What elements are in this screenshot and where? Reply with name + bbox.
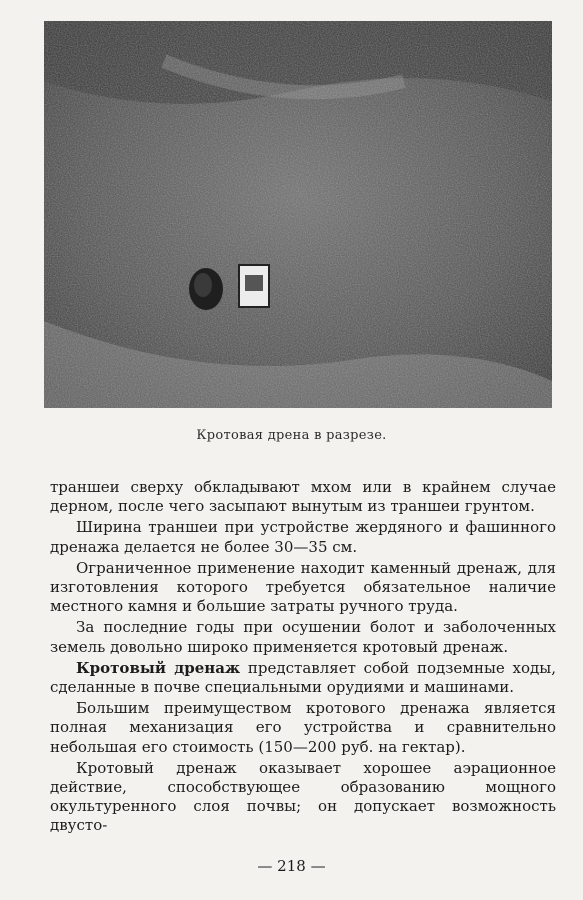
paragraph-mole-drain (50, 659, 556, 697)
photo-mole-drain-section (44, 21, 552, 408)
paragraph: Ограниченное применение находит каменный дренаж, для изготовления которого требуется обязательное наличие местного камня и большие затраты ручного труда. (50, 558, 556, 616)
paragraph: Большим преимуществом кротового дренажа является полная механизация его устройства и сравнительно небольшая его стоимость (150—200 руб. на гектар). (50, 699, 556, 756)
page-number: — 218 — (257, 857, 326, 875)
photo-caption: Кротовая дрена в разрезе. (196, 428, 387, 443)
photo-image (44, 21, 552, 408)
paragraph: За последние годы при осушении болот и заболоченных земель довольно широко применяется кротовый дренаж. (50, 618, 556, 656)
paragraph: траншеи сверху обкладывают мхом или в крайнем случае дерном, после чего засыпают вынутым из траншеи грунтом. (50, 478, 556, 516)
term-bold: Кротовый дренаж (76, 658, 241, 677)
paragraph: Кротовый дренаж оказывает хорошее аэрационное действие, способствующее образованию мощного окультуренного слоя почвы; он допускает возможность двусто- (50, 758, 556, 835)
body-text (50, 478, 556, 838)
paragraph: Ширина траншеи при устройстве жердяного и фашинного дренажа делается не более 30—35 см. (50, 518, 556, 556)
term-definition: представляет собой подземные ходы, сделанные в почве специальными орудиями и машинами. (50, 658, 556, 697)
